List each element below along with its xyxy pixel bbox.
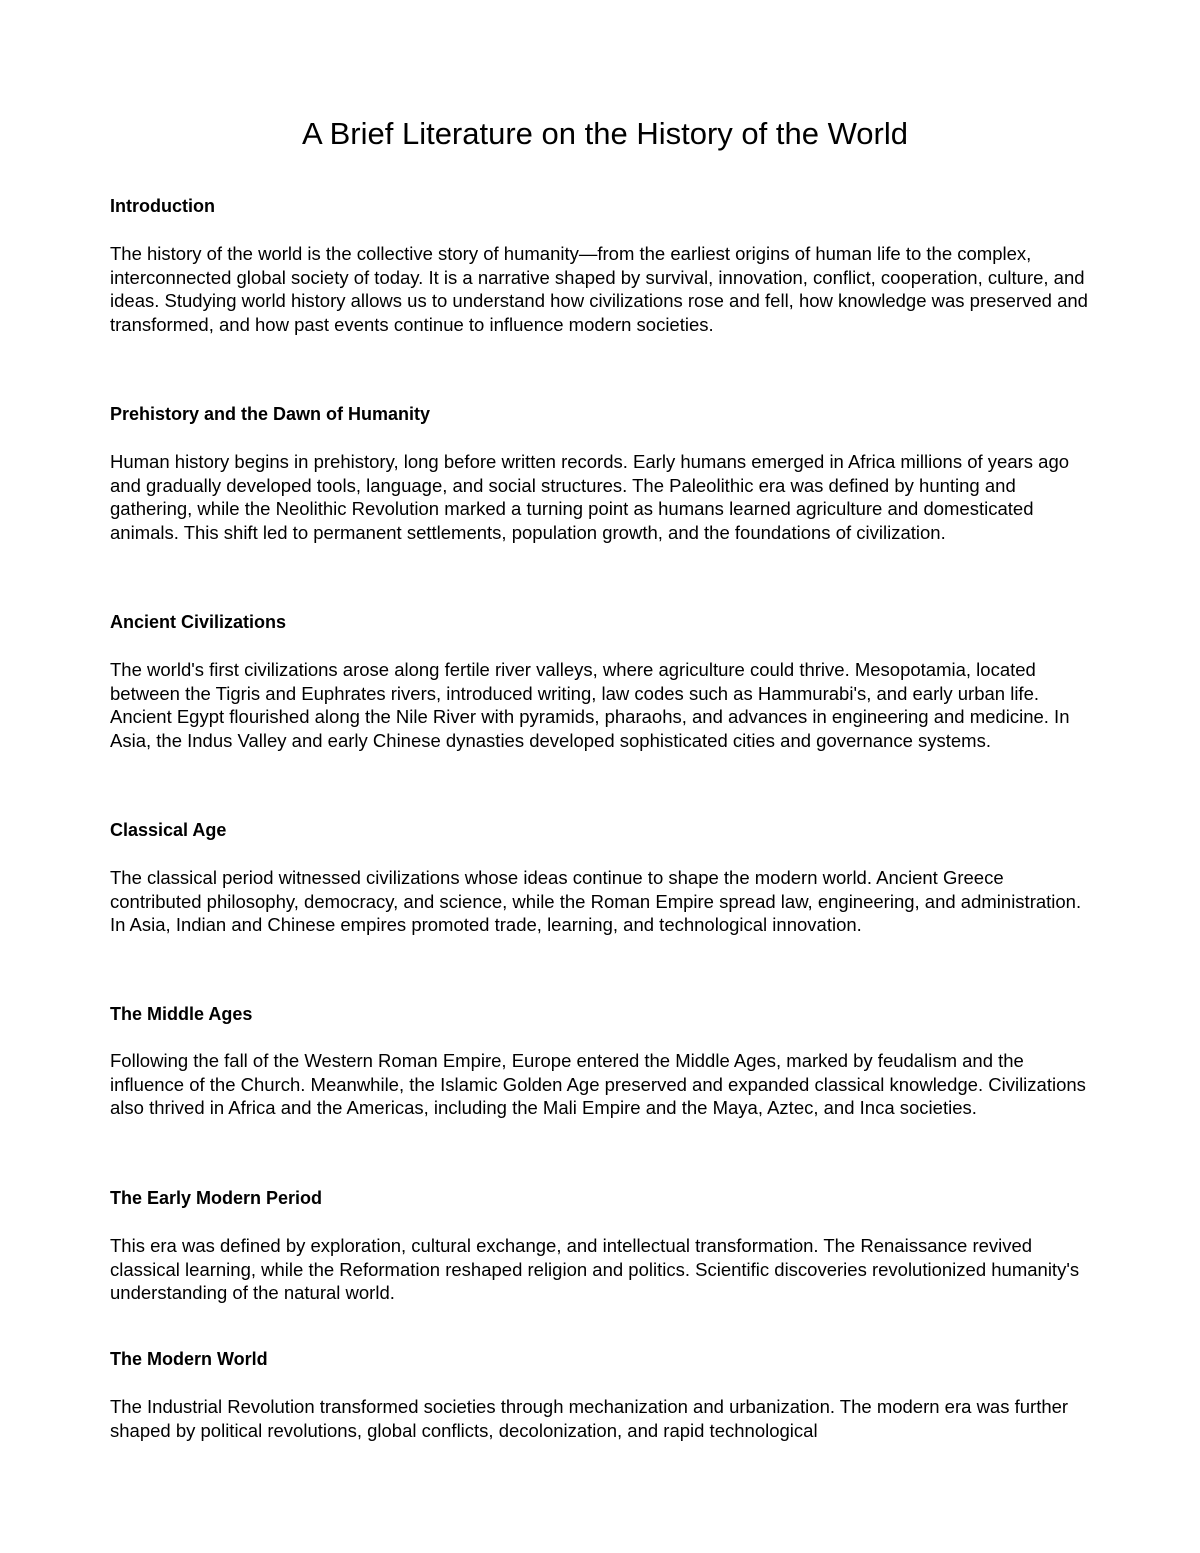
section-body-classical-age: The classical period witnessed civilizations whose ideas continue to shape the modern world. Ancient Greece contributed philosophy, democracy, and science, while the Roman Empire spread law, engineering, and administration. In Asia, Indian and Chinese empires promoted trade, learning, and technological innovation.: [110, 867, 1082, 936]
section-body-modern-world: The Industrial Revolution transformed societies through mechanization and urbanization. The modern era was further shaped by political revolutions, global conflicts, decolonization, and rapid technological: [110, 1396, 1069, 1441]
section-body-introduction: The history of the world is the collective story of humanity—from the earliest origins of human life to the complex, interconnected global society of today. It is a narrative shaped by survival, innovation, conflict, cooperation, culture, and ideas. Studying world history allows us to understand how civilizations rose and fell, how knowledge was preserved and transformed, and how past events continue to influence modern societies.: [110, 243, 1088, 335]
section-heading-introduction: Introduction: [110, 196, 215, 216]
section-heading-modern-world: The Modern World: [110, 1349, 268, 1369]
section-body-middle-ages: Following the fall of the Western Roman Empire, Europe entered the Middle Ages, marked by feudalism and the influence of the Church. Meanwhile, the Islamic Golden Age preserved and expanded classical knowledge. Civilizations also thrived in Africa and the Americas, including the Mali Empire and the Maya, Aztec, and Inca societies.: [110, 1050, 1086, 1119]
document-page: [110, 112, 1100, 1441]
section-heading-classical-age: Classical Age: [110, 820, 227, 840]
section-heading-prehistory: Prehistory and the Dawn of Humanity: [110, 404, 431, 424]
section-body-ancient-civilizations: The world's first civilizations arose along fertile river valleys, where agriculture could thrive. Mesopotamia, located between the Tigris and Euphrates rivers, introduced writing, law codes such as Hammurabi's, and early urban life. Ancient Egypt flourished along the Nile River with pyramids, pharaohs, and advances in engineering and medicine. In Asia, the Indus Valley and early Chinese dynasties developed sophisticated cities and governance systems.: [110, 659, 1070, 751]
section-body-early-modern-period: This era was defined by exploration, cultural exchange, and intellectual transformation. The Renaissance revived classical learning, while the Reformation reshaped religion and politics. Scientific discoveries revolutionized humanity's understanding of the natural world.: [110, 1235, 1080, 1304]
section-heading-middle-ages: The Middle Ages: [110, 1004, 253, 1024]
section-heading-early-modern-period: The Early Modern Period: [110, 1188, 323, 1208]
section-heading-ancient-civilizations: Ancient Civilizations: [110, 612, 287, 632]
section-body-prehistory: Human history begins in prehistory, long before written records. Early humans emerged in Africa millions of years ago and gradually developed tools, language, and social structures. The Paleolithic era was defined by hunting and gathering, while the Neolithic Revolution marked a turning point as humans learned agriculture and domesticated animals. This shift led to permanent settlements, population growth, and the foundations of civilization.: [110, 451, 1070, 543]
document-title: A Brief Literature on the History of the World: [302, 116, 908, 151]
